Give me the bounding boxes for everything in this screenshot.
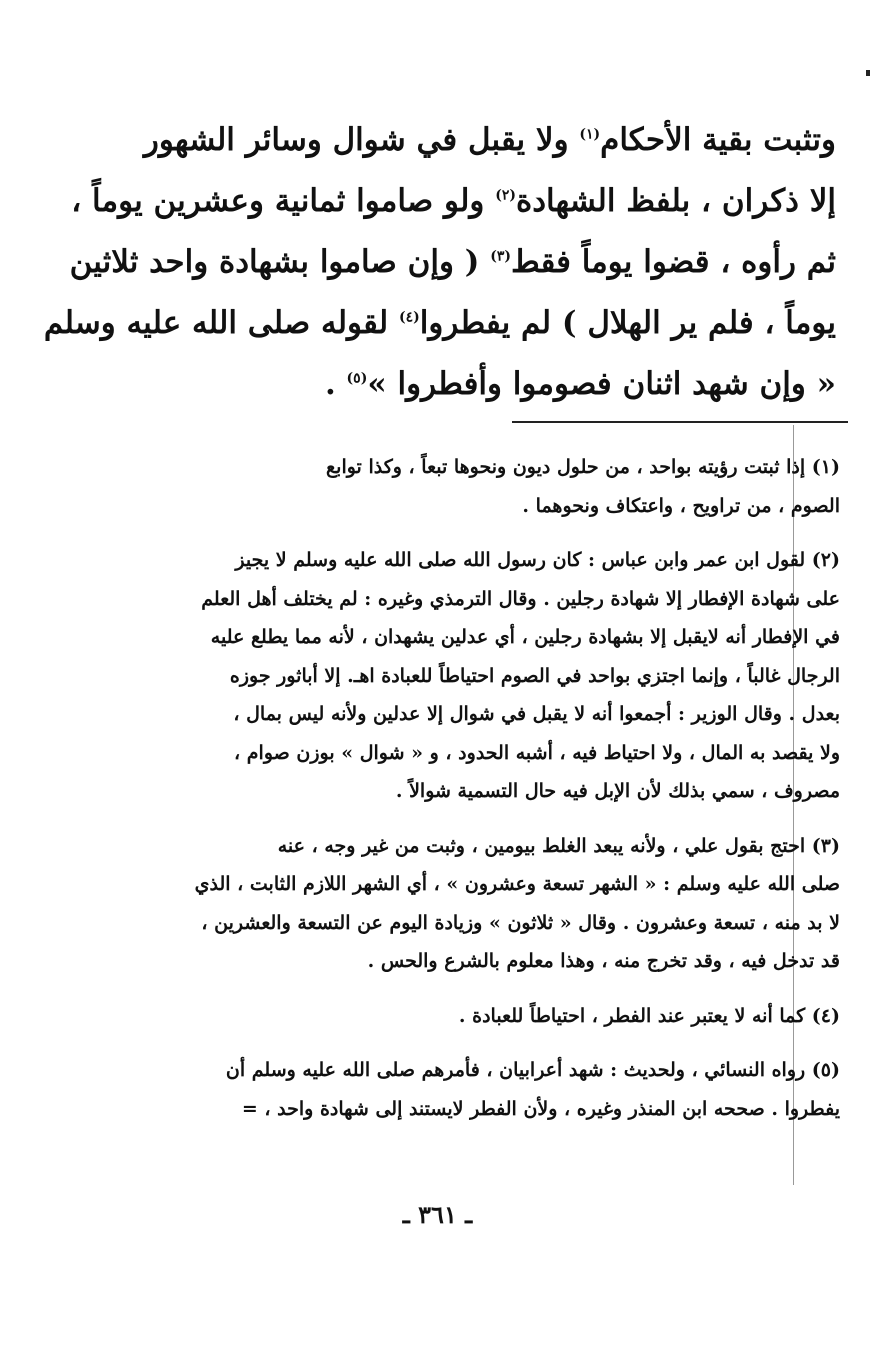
main-text-segment: ولو صاموا ثمانية وعشرين يوماً ،: [71, 183, 485, 219]
footnote-line: في الإفطار أنه لايقبل إلا بشهادة رجلين ، أي عدلين يشهدان ، لأنه مما يطلع عليه: [210, 626, 840, 648]
main-text-segment: ( وإن صاموا بشهادة واحد ثلاثين: [69, 244, 480, 280]
main-line-2: [71, 171, 836, 232]
footnote-line: (٢) لقول ابن عمر وابن عباس : كان رسول الله صلى الله عليه وسلم لا يجيز: [235, 549, 840, 571]
footnote-line: لا بد منه ، تسعة وعشرون . وقال « ثلاثون » وزيادة اليوم عن التسعة والعشرين ،: [201, 911, 840, 934]
main-text-segment: ثم رأوه ، قضوا يوماً فقط: [511, 244, 836, 280]
main-text-segment: لقوله صلى الله عليه وسلم: [43, 305, 389, 341]
main-line-4: [43, 293, 836, 354]
footnote-ref-5[interactable]: (٥): [346, 370, 368, 387]
main-text-segment: .: [324, 366, 336, 402]
footnote-ref-1[interactable]: (١): [579, 126, 601, 143]
page-number: ـ ٣٦١ ـ: [402, 1200, 473, 1229]
edge-mark: [866, 70, 870, 76]
footnote-1: [100, 448, 840, 525]
main-text-segment: ولا يقبل في شوال وسائر الشهور: [143, 122, 569, 158]
footnote-line: صلى الله عليه وسلم : « الشهر تسعة وعشرون » ، أي الشهر اللازم الثابت ، الذي: [194, 873, 840, 895]
main-line-5: [100, 354, 836, 415]
footnote-line: على شهادة الإفطار إلا شهادة رجلين . وقال الترمذي وغيره : لم يختلف أهل العلم: [201, 587, 840, 610]
footnote-4: [100, 997, 840, 1036]
main-text: [43, 110, 836, 415]
main-line-3: [69, 232, 836, 293]
footnote-line: (٥) رواه النسائي ، ولحديث : شهد أعرابيان ، فأمرهم صلى الله عليه وسلم أن: [225, 1059, 840, 1081]
main-text-segment: « وإن شهد اثنان فصوموا وأفطروا »: [367, 366, 836, 402]
main-line-1: [100, 110, 836, 171]
main-text-segment: إلا ذكران ، بلفظ الشهادة: [515, 183, 836, 219]
footnote-ref-2[interactable]: (٢): [495, 187, 516, 204]
footnote-line: (٤) كما أنه لا يعتبر عند الفطر ، احتياطاً للعبادة .: [458, 1004, 840, 1027]
footnote-divider: [512, 421, 848, 423]
footnote-ref-4[interactable]: (٤): [398, 309, 420, 326]
footnote-line: بعدل . وقال الوزير : أجمعوا أنه لا يقبل في شوال إلا عدلين ولأنه ليس بمال ،: [233, 703, 840, 725]
footnote-2: [100, 541, 840, 811]
footnote-line: ولا يقصد به المال ، ولا احتياط فيه ، أشبه الحدود ، و « شوال » بوزن صوام ،: [234, 741, 840, 764]
footnote-line: الصوم ، من تراويح ، واعتكاف ونحوهما .: [522, 494, 840, 517]
main-text-segment: وتثبت بقية الأحكام: [600, 122, 836, 158]
footnote-line: مصروف ، سمي بذلك لأن الإبل فيه حال التسمية شوالاً .: [395, 780, 840, 802]
footnote-line: (٣) احتج بقول علي ، ولأنه يبعد الغلط بيومين ، وثبت من غير وجه ، عنه: [277, 834, 840, 857]
footnote-line: الرجال غالباً ، وإنما اجتزي بواحد في الصوم احتياطاً للعبادة اهـ. إلا أباثور جوزه: [229, 664, 840, 687]
footnote-ref-3[interactable]: (٣): [490, 248, 512, 265]
footnotes: [100, 448, 840, 1144]
footnote-3: [100, 827, 840, 981]
main-text-segment: يوماً ، فلم ير الهلال ) لم يفطروا: [419, 305, 836, 341]
footnote-line: (١) إذا ثبتت رؤيته بواحد ، من حلول ديون ونحوها تبعاً ، وكذا توابع: [326, 456, 840, 478]
footnote-line: يفطروا . صححه ابن المنذر وغيره ، ولأن الفطر لايستند إلى شهادة واحد ، =: [241, 1097, 840, 1120]
footnote-5: [100, 1051, 840, 1128]
footnote-line: قد تدخل فيه ، وقد تخرج منه ، وهذا معلوم بالشرع والحس .: [367, 950, 840, 972]
